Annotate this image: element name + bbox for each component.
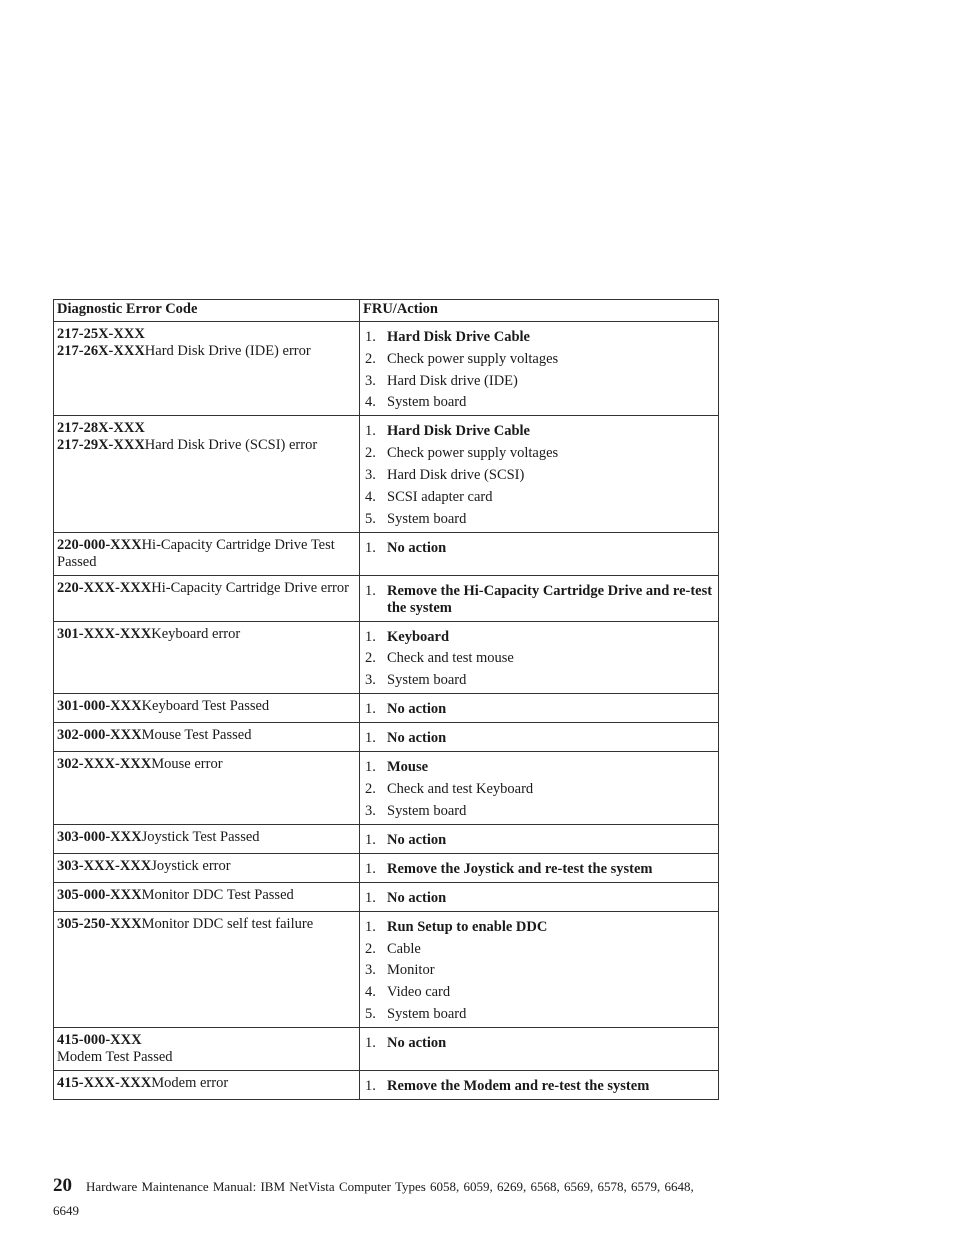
error-description: Keyboard Test Passed (141, 698, 270, 715)
fru-action-cell (360, 694, 719, 723)
fru-action-cell (360, 621, 719, 694)
fru-action-item (365, 781, 714, 798)
fru-action-text: Keyboard (387, 628, 450, 645)
error-code-cell (54, 882, 360, 911)
error-code: 217-26X-XXX (57, 343, 145, 359)
fru-action-item (365, 1078, 714, 1095)
error-description: Hi-Capacity Cartridge Drive error (151, 579, 349, 596)
table-row (54, 322, 719, 416)
fru-action-number: 2. (365, 350, 376, 367)
fru-action-cell (360, 1070, 719, 1099)
error-code-line (57, 420, 356, 437)
fru-action-text: System board (387, 802, 467, 819)
fru-action-text: No action (387, 701, 447, 718)
fru-action-number: 1. (365, 582, 376, 599)
error-code-line (57, 326, 356, 343)
fru-action-number: 1. (365, 918, 376, 935)
fru-action-list (365, 919, 714, 1023)
error-code: 217-25X-XXX (57, 326, 145, 342)
fru-action-cell (360, 882, 719, 911)
fru-action-number: 1. (365, 831, 376, 848)
fru-action-item (365, 832, 714, 849)
fru-action-text: Mouse (387, 759, 429, 776)
error-code-cell (54, 416, 360, 532)
fru-action-text: System board (387, 672, 467, 689)
error-code: 415-000-XXX (57, 1031, 142, 1048)
error-description: Keyboard error (151, 625, 241, 642)
fru-action-cell (360, 575, 719, 621)
fru-action-number: 1. (365, 701, 376, 718)
table-row (54, 911, 719, 1027)
fru-action-item (365, 919, 714, 936)
fru-action-item (365, 394, 714, 411)
fru-action-text: No action (387, 831, 447, 848)
fru-action-list (365, 890, 714, 907)
fru-action-item (365, 423, 714, 440)
error-code-cell (54, 1027, 360, 1070)
table-header (54, 300, 719, 322)
table-row (54, 575, 719, 621)
fru-action-list (365, 701, 714, 718)
fru-action-number: 5. (365, 1005, 376, 1022)
fru-action-text: System board (387, 1005, 467, 1022)
error-code: 302-000-XXX (57, 727, 142, 744)
error-code-line (57, 858, 356, 875)
error-code: 303-000-XXX (57, 828, 142, 845)
diagnostic-error-table (53, 299, 719, 1100)
error-description: Mouse Test Passed (141, 727, 252, 744)
error-code-line (57, 916, 356, 933)
fru-action-item (365, 540, 714, 557)
error-code: 302-XXX-XXX (57, 756, 152, 773)
error-code-cell (54, 621, 360, 694)
error-code-cell (54, 694, 360, 723)
error-code: 305-000-XXX (57, 886, 142, 903)
fru-action-cell (360, 322, 719, 416)
error-code: 217-29X-XXX (57, 437, 145, 454)
fru-action-list (365, 1035, 714, 1052)
fru-action-item (365, 730, 714, 747)
fru-action-text: No action (387, 1034, 447, 1051)
error-code-cell (54, 853, 360, 882)
fru-action-cell (360, 1027, 719, 1070)
error-code: 220-XXX-XXX (57, 579, 152, 596)
fru-action-list (365, 1078, 714, 1095)
error-description: Modem error (151, 1074, 229, 1091)
fru-action-text: Hard Disk drive (IDE) (387, 372, 518, 389)
error-code-line (57, 537, 356, 571)
error-code-cell (54, 723, 360, 752)
error-description: Hard Disk Drive (SCSI) error (144, 437, 318, 454)
error-code-line (57, 698, 356, 715)
error-code: 415-XXX-XXX (57, 1074, 152, 1091)
error-code-cell (54, 911, 360, 1027)
error-description: Joystick error (151, 857, 231, 874)
error-code-cell (54, 532, 360, 575)
error-code-line (57, 727, 356, 744)
error-code-line (57, 343, 356, 360)
fru-action-list (365, 329, 714, 411)
fru-action-item (365, 941, 714, 958)
fru-action-number: 5. (365, 510, 376, 527)
fru-action-item (365, 445, 714, 462)
table-row (54, 853, 719, 882)
error-code-line (57, 1075, 356, 1092)
fru-action-number: 1. (365, 1034, 376, 1051)
error-code: 220-000-XXX (57, 536, 142, 553)
error-code: 305-250-XXX (57, 915, 142, 932)
fru-action-cell (360, 532, 719, 575)
error-code-cell (54, 824, 360, 853)
error-description: Mouse error (151, 756, 223, 773)
fru-action-number: 2. (365, 445, 376, 462)
fru-action-number: 3. (365, 466, 376, 483)
fru-action-text: Check power supply voltages (387, 350, 559, 367)
page-number: 20 (53, 1175, 72, 1196)
error-description: Hi-Capacity Cartridge Drive Test Passed (57, 536, 335, 570)
fru-action-text: System board (387, 510, 467, 527)
fru-action-list (365, 583, 714, 617)
fru-action-cell (360, 752, 719, 825)
fru-action-list (365, 730, 714, 747)
error-code-line (57, 1032, 356, 1049)
error-code-cell (54, 752, 360, 825)
fru-action-list (365, 832, 714, 849)
fru-action-item (365, 984, 714, 1001)
fru-action-number: 2. (365, 780, 376, 797)
table-row (54, 416, 719, 532)
table-row (54, 723, 719, 752)
fru-action-text: Hard Disk Drive Cable (387, 423, 530, 440)
fru-action-number: 1. (365, 329, 376, 345)
table-row (54, 1027, 719, 1070)
error-description: Hard Disk Drive (IDE) error (144, 343, 311, 359)
fru-action-list (365, 540, 714, 557)
fru-action-item (365, 701, 714, 718)
fru-action-text: Video card (387, 984, 451, 1001)
table-row (54, 824, 719, 853)
fru-action-item (365, 672, 714, 689)
error-code-line (57, 437, 356, 454)
table-row (54, 532, 719, 575)
error-description: Joystick Test Passed (141, 828, 260, 845)
fru-action-number: 1. (365, 860, 376, 877)
fru-action-text: Monitor (387, 962, 435, 979)
fru-action-number: 1. (365, 539, 376, 556)
error-code-cell (54, 322, 360, 416)
table-row (54, 882, 719, 911)
fru-action-text: Hard Disk drive (SCSI) (387, 466, 525, 483)
fru-action-list (365, 759, 714, 820)
fru-action-text: Check power supply voltages (387, 445, 559, 462)
fru-action-item (365, 861, 714, 878)
table-body (54, 322, 719, 1100)
fru-action-number: 4. (365, 488, 376, 505)
fru-action-list (365, 629, 714, 690)
fru-action-text: No action (387, 730, 447, 747)
fru-action-item (365, 1006, 714, 1023)
fru-action-number: 4. (365, 984, 376, 1001)
error-code: 303-XXX-XXX (57, 857, 152, 874)
header-fru-action: FRU/Action (360, 300, 719, 322)
fru-action-text: Remove the Hi-Capacity Cartridge Drive and re-test the system (387, 582, 713, 616)
error-code-line (57, 580, 356, 597)
fru-action-cell (360, 824, 719, 853)
fru-action-item (365, 890, 714, 907)
fru-action-number: 1. (365, 730, 376, 747)
fru-action-item (365, 329, 714, 346)
fru-action-text: Remove the Modem and re-test the system (387, 1077, 650, 1094)
fru-action-cell (360, 416, 719, 532)
fru-action-number: 4. (365, 394, 376, 411)
fru-action-item (365, 511, 714, 528)
fru-action-text: SCSI adapter card (387, 488, 493, 505)
error-code-cell (54, 1070, 360, 1099)
fru-action-number: 2. (365, 940, 376, 957)
table-row (54, 1070, 719, 1099)
fru-action-text: No action (387, 539, 447, 556)
fru-action-cell (360, 911, 719, 1027)
fru-action-item (365, 467, 714, 484)
fru-action-item (365, 583, 714, 617)
fru-action-item (365, 759, 714, 776)
fru-action-cell (360, 723, 719, 752)
header-diagnostic-error-code: Diagnostic Error Code (54, 300, 360, 322)
fru-action-text: Remove the Joystick and re-test the system (387, 860, 653, 877)
fru-action-number: 3. (365, 962, 376, 979)
fru-action-list (365, 861, 714, 878)
error-code-line (57, 626, 356, 643)
error-code: 301-000-XXX (57, 698, 142, 715)
error-code-line (57, 829, 356, 846)
fru-action-text: Check and test mouse (387, 650, 514, 667)
error-code-line (57, 887, 356, 904)
header-row (54, 300, 719, 322)
fru-action-item (365, 650, 714, 667)
fru-action-text: Cable (387, 940, 421, 957)
fru-action-number: 2. (365, 650, 376, 667)
fru-action-number: 3. (365, 372, 376, 389)
table-row (54, 621, 719, 694)
fru-action-item (365, 962, 714, 979)
fru-action-number: 1. (365, 628, 376, 645)
fru-action-text: No action (387, 889, 447, 906)
fru-action-item (365, 373, 714, 390)
error-code: 301-XXX-XXX (57, 625, 152, 642)
fru-action-item (365, 803, 714, 820)
fru-action-list (365, 423, 714, 527)
fru-action-text: Run Setup to enable DDC (387, 918, 548, 935)
fru-action-number: 3. (365, 802, 376, 819)
error-code-cell (54, 575, 360, 621)
error-code-line (57, 1049, 356, 1066)
fru-action-item (365, 629, 714, 646)
fru-action-cell (360, 853, 719, 882)
page-footer (53, 1174, 719, 1223)
fru-action-number: 1. (365, 759, 376, 776)
fru-action-item (365, 1035, 714, 1052)
error-code-line (57, 756, 356, 773)
fru-action-number: 1. (365, 423, 376, 440)
fru-action-text: System board (387, 394, 467, 411)
error-description: Monitor DDC Test Passed (141, 886, 294, 903)
fru-action-text: Hard Disk Drive Cable (387, 329, 530, 345)
fru-action-number: 3. (365, 672, 376, 689)
error-description: Modem Test Passed (57, 1048, 173, 1065)
table-row (54, 752, 719, 825)
footer-title: Hardware Maintenance Manual: IBM NetVista Computer Types 6058, 6059, 6269, 6568, 6569, 6578, 6579, 6648, 6649 (53, 1179, 694, 1218)
error-description: Monitor DDC self test failure (141, 915, 314, 932)
table-row (54, 694, 719, 723)
fru-action-item (365, 351, 714, 368)
fru-action-number: 1. (365, 1077, 376, 1094)
fru-action-item (365, 489, 714, 506)
error-code: 217-28X-XXX (57, 420, 145, 437)
fru-action-number: 1. (365, 889, 376, 906)
fru-action-text: Check and test Keyboard (387, 780, 534, 797)
